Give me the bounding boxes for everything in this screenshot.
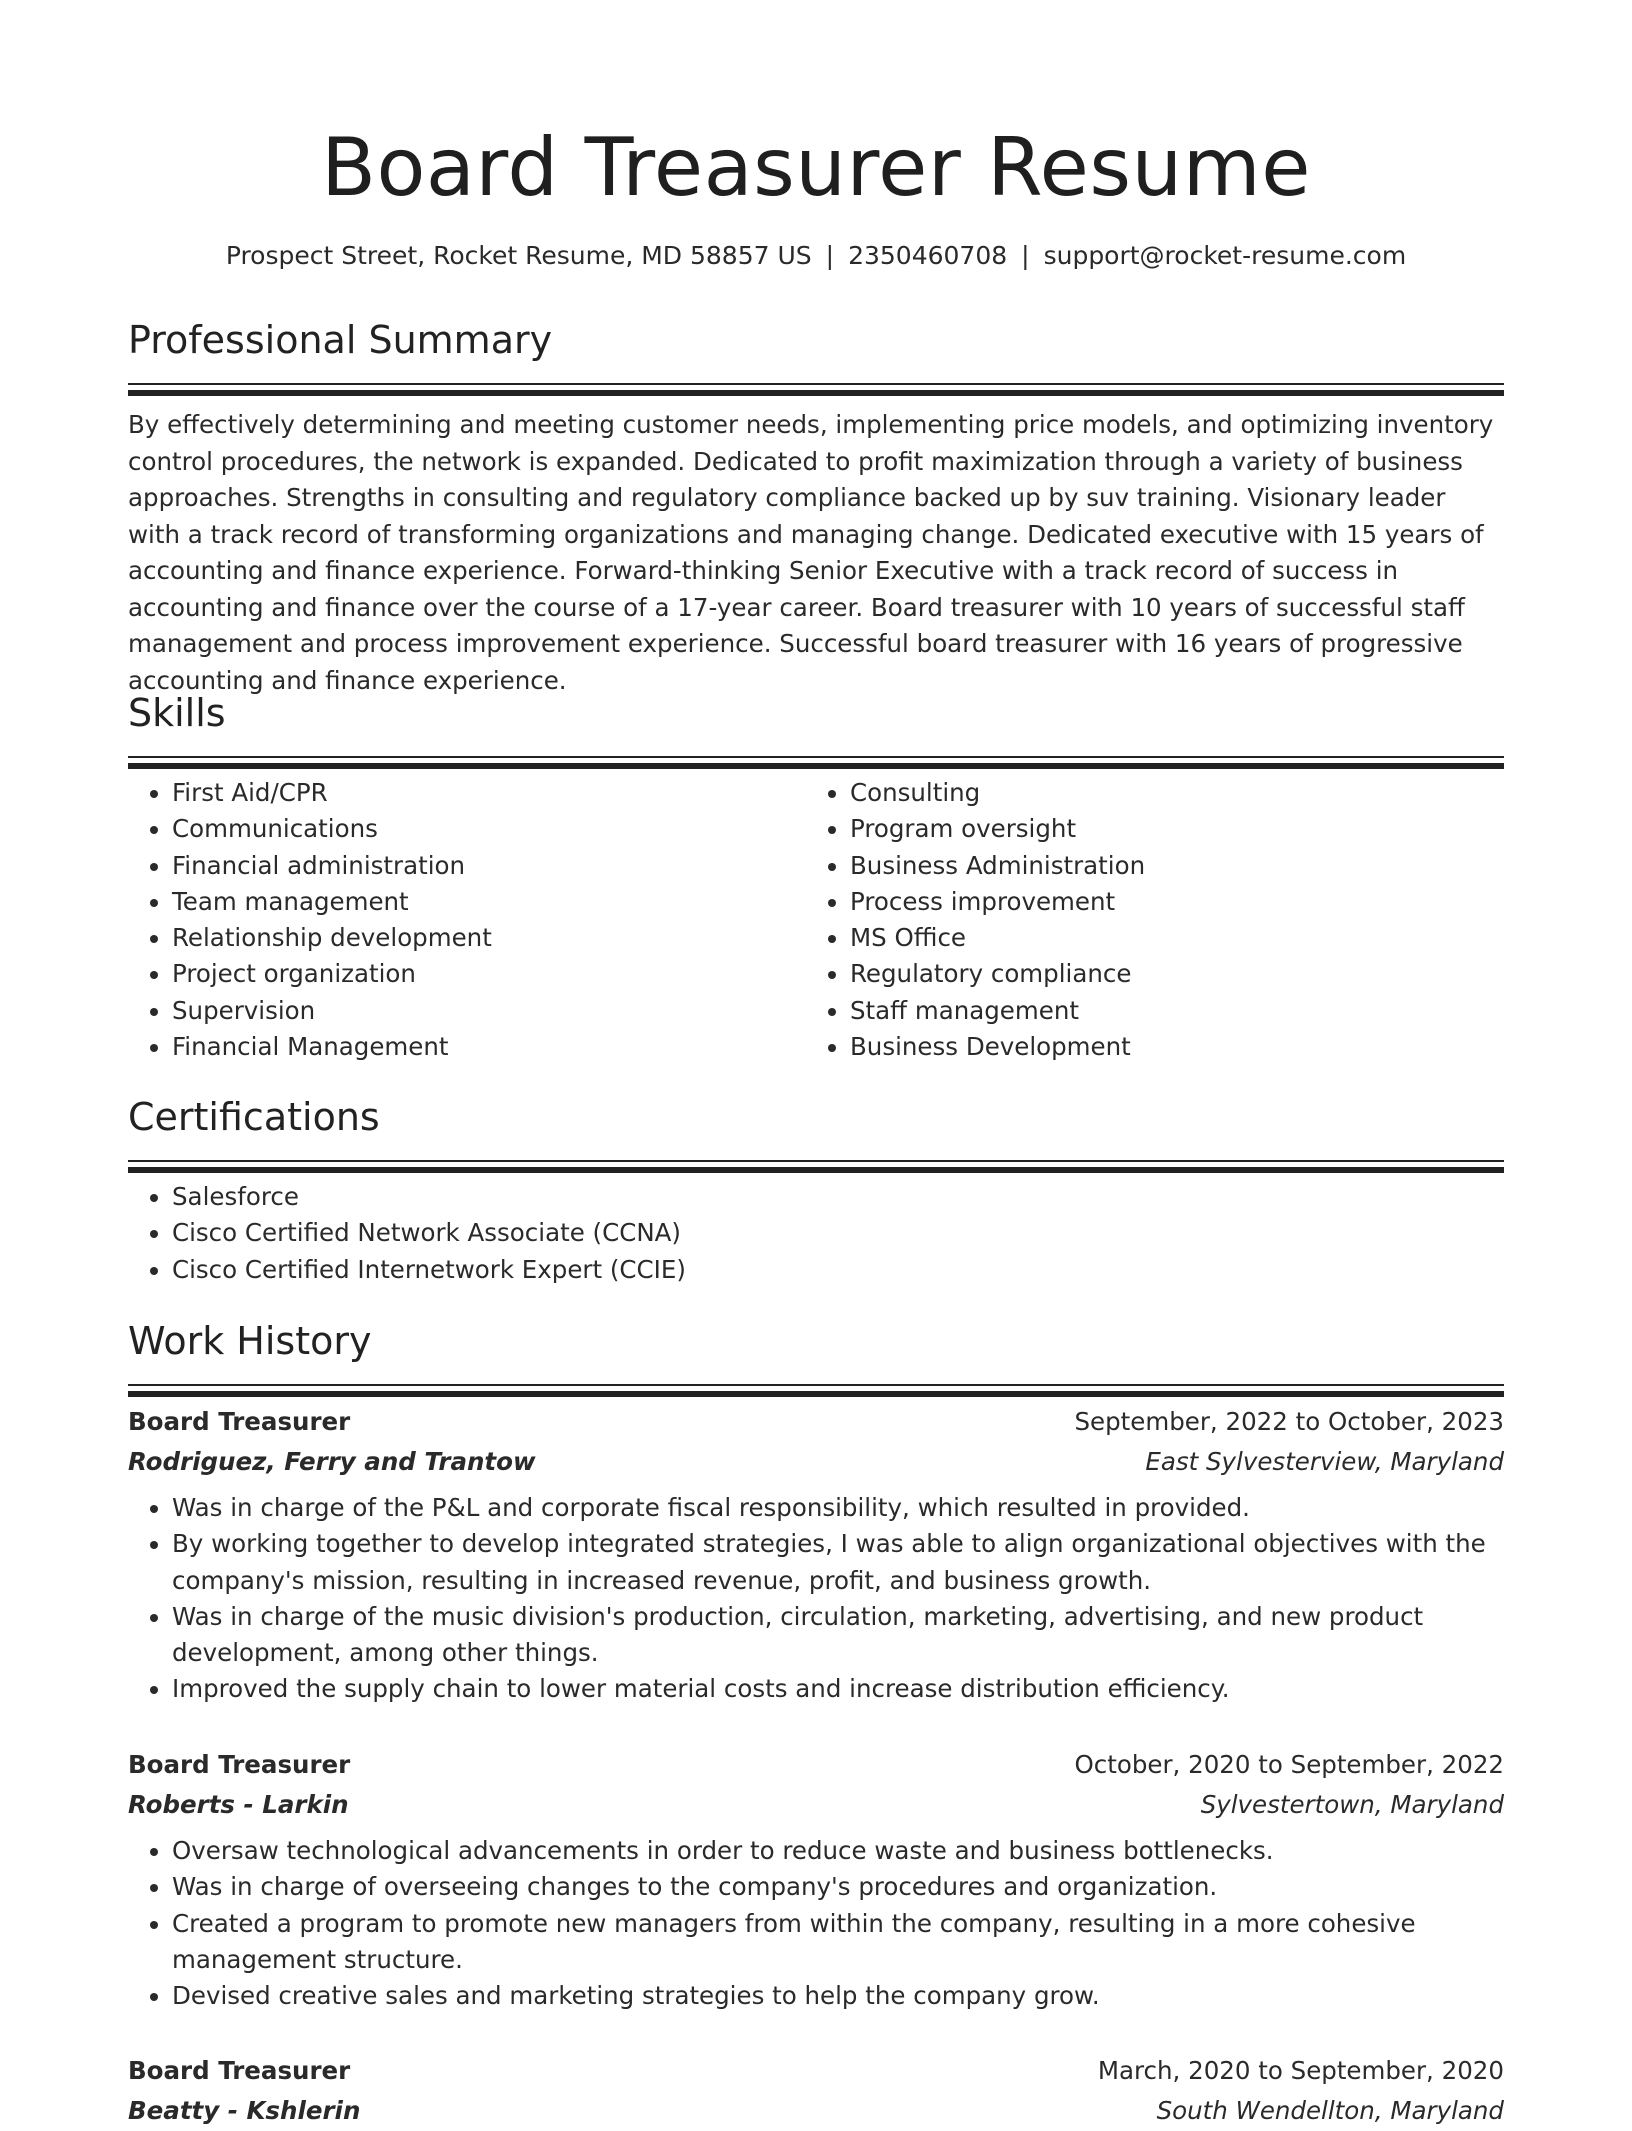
skills-list	[128, 775, 1504, 1065]
skill-item: • Program oversight	[850, 811, 1484, 847]
skill-item: • Staff management	[850, 993, 1484, 1029]
section-heading: Skills	[128, 691, 226, 735]
section-divider	[128, 763, 1504, 769]
section-divider	[128, 1167, 1504, 1173]
job-company: Rodriguez, Ferry and Trantow	[128, 1447, 536, 1476]
skill-item: • Financial administration	[172, 848, 806, 884]
job-bullet: • Was in charge of the P&L and corporate fiscal responsibility, which resulted in provided.	[172, 1490, 1504, 1526]
job-bullet: • Created a program to promote new managers from within the company, resulting in a more cohesive management structure.	[172, 1906, 1504, 1979]
certifications-section-header	[128, 1092, 1504, 1173]
skill-item: • Process improvement	[850, 884, 1484, 920]
job-entry	[128, 1402, 1504, 1708]
job-header	[128, 2051, 1504, 2091]
work-history-section-header	[128, 1316, 1504, 1397]
certification-item: • Cisco Certified Network Associate (CCNA)	[172, 1215, 1504, 1251]
section-heading: Work History	[128, 1319, 372, 1363]
skill-item: • Team management	[172, 884, 806, 920]
summary-text: By effectively determining and meeting customer needs, implementing price models, and optimizing inventory control procedures, the network is expanded. Dedicated to profit maximization through a variety of business approaches. Strengths in consulting and regulatory compliance backed up by suv training. Visionary leader with a track record of transforming organizations and managing change. Dedicated executive with 15 years of accounting and finance experience. Forward-thinking Senior Executive with a track record of success in accounting and finance over the course of a 17-year career. Board treasurer with 10 years of successful staff management and process improvement experience. Successful board treasurer with 16 years of progressive accounting and finance experience.	[128, 410, 1494, 695]
job-dates: October, 2020 to September, 2022	[1074, 1750, 1504, 1779]
job-subheader	[128, 2091, 1504, 2131]
skill-item: • First Aid/CPR	[172, 775, 806, 811]
skill-item: • Regulatory compliance	[850, 956, 1484, 992]
section-divider	[128, 1384, 1504, 1386]
job-bullet: • Oversaw technological advancements in order to reduce waste and business bottlenecks.	[172, 1833, 1504, 1869]
job-bullet: • Was in charge of overseeing changes to the company's procedures and organization.	[172, 1869, 1504, 1905]
skills-column-left	[128, 775, 806, 1065]
job-company: Roberts - Larkin	[128, 1790, 349, 1819]
job-bullet: • Was in charge of the music division's production, circulation, marketing, advertising, and new product development, among other things.	[172, 1599, 1504, 1672]
job-header	[128, 1402, 1504, 1442]
contact-email[interactable]: support@rocket-resume.com	[1043, 241, 1407, 270]
job-header	[128, 1745, 1504, 1785]
skill-item: • MS Office	[850, 920, 1484, 956]
job-bullet: • By working together to develop integrated strategies, I was able to align organizational objectives with the company's mission, resulting in increased revenue, profit, and business growth.	[172, 1526, 1504, 1599]
section-divider	[128, 1391, 1504, 1397]
section-divider	[128, 756, 1504, 758]
certification-item: • Cisco Certified Internetwork Expert (CCIE)	[172, 1252, 1504, 1288]
contact-address: Prospect Street, Rocket Resume, MD 58857 US	[225, 241, 812, 270]
skill-item: • Project organization	[172, 956, 806, 992]
skills-section-header	[128, 688, 1504, 769]
skill-item: • Consulting	[850, 775, 1484, 811]
summary-section-header	[128, 315, 1504, 396]
job-dates: March, 2020 to September, 2020	[1097, 2056, 1504, 2085]
contact-separator: |	[825, 241, 835, 270]
job-title: Board Treasurer	[128, 2056, 351, 2085]
section-heading: Professional Summary	[128, 318, 553, 362]
job-dates: September, 2022 to October, 2023	[1074, 1407, 1504, 1436]
section-divider	[128, 1160, 1504, 1162]
section-divider	[128, 383, 1504, 385]
section-divider	[128, 390, 1504, 396]
job-subheader	[128, 1785, 1504, 1825]
skill-item: • Financial Management	[172, 1029, 806, 1065]
skill-item: • Business Development	[850, 1029, 1484, 1065]
job-bullet: • Devised creative sales and marketing strategies to help the company grow.	[172, 1978, 1504, 2014]
skill-item: • Communications	[172, 811, 806, 847]
section-heading: Certifications	[128, 1095, 380, 1139]
resume-title: Board Treasurer Resume	[321, 121, 1311, 214]
job-title: Board Treasurer	[128, 1407, 351, 1436]
job-entry	[128, 1745, 1504, 2014]
job-location: South Wendellton, Maryland	[1156, 2096, 1504, 2125]
skill-item: • Relationship development	[172, 920, 806, 956]
skill-item: • Business Administration	[850, 848, 1484, 884]
job-title: Board Treasurer	[128, 1750, 351, 1779]
skill-item: • Supervision	[172, 993, 806, 1029]
contact-line	[128, 238, 1504, 274]
certification-item: • Salesforce	[172, 1179, 1504, 1215]
job-company: Beatty - Kshlerin	[128, 2096, 361, 2125]
job-entry	[128, 2051, 1504, 2131]
job-location: Sylvestertown, Maryland	[1200, 1790, 1504, 1819]
contact-separator: |	[1021, 241, 1030, 270]
certifications-list	[128, 1179, 1504, 1288]
job-subheader	[128, 1442, 1504, 1482]
job-bullets	[128, 1490, 1504, 1708]
contact-phone: 2350460708	[848, 241, 1008, 270]
job-bullet: • Improved the supply chain to lower material costs and increase distribution efficiency.	[172, 1671, 1504, 1707]
job-location: East Sylvesterview, Maryland	[1145, 1447, 1504, 1476]
job-bullets	[128, 1833, 1504, 2014]
skills-column-right	[806, 775, 1484, 1065]
